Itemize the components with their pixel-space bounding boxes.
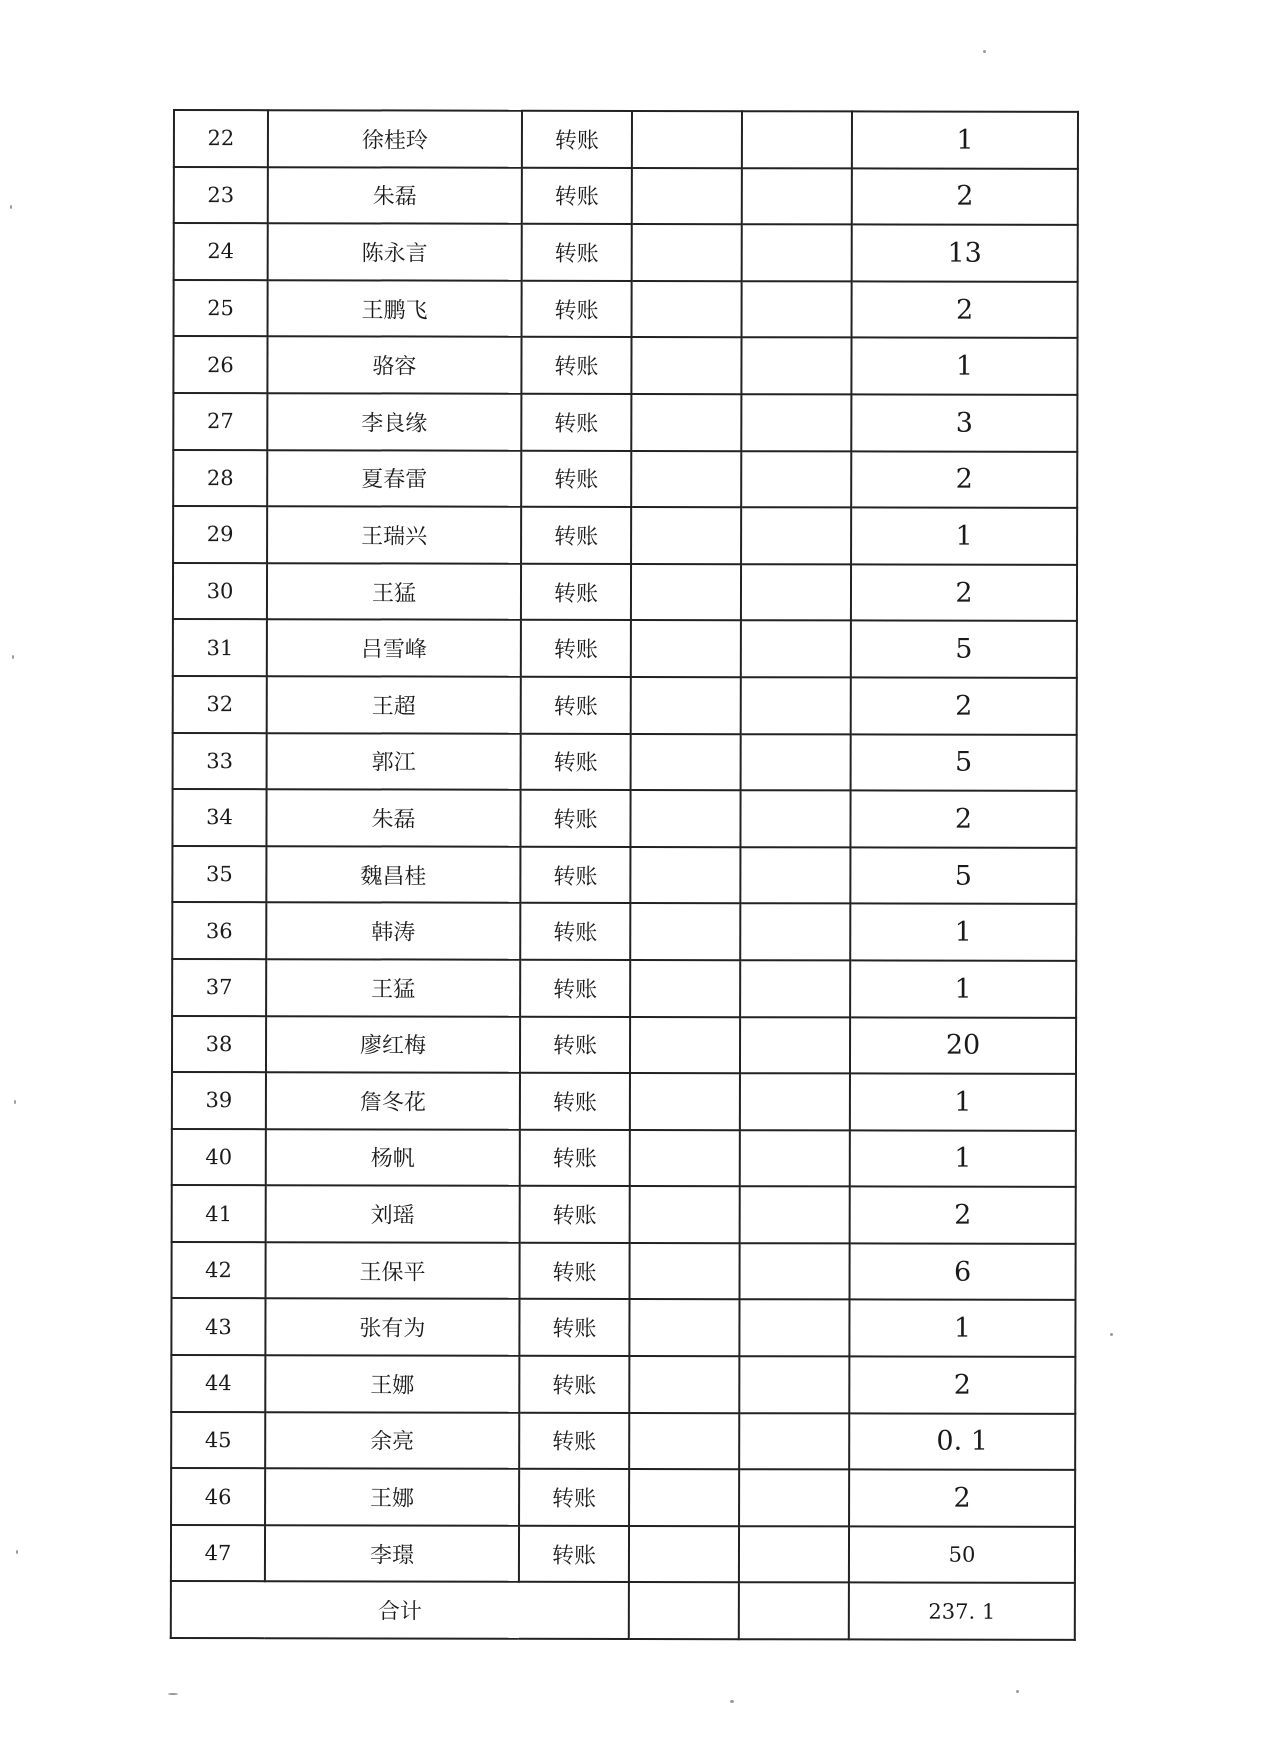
row-number: 40 — [172, 1129, 266, 1186]
payment-method: 转账 — [521, 337, 631, 394]
payment-method: 转账 — [521, 394, 631, 451]
row-number: 22 — [174, 110, 268, 167]
empty-cell-2 — [740, 1243, 850, 1300]
empty-cell-2 — [742, 224, 852, 281]
total-row — [171, 1581, 1075, 1639]
payment-method: 转账 — [520, 1016, 630, 1073]
table-row — [172, 959, 1076, 1017]
empty-cell-1 — [629, 1413, 739, 1470]
amount: 3 — [851, 394, 1077, 451]
row-number: 38 — [172, 1016, 266, 1073]
payment-method: 转账 — [520, 1129, 630, 1186]
row-number: 35 — [172, 846, 266, 903]
empty-cell-2 — [741, 734, 851, 791]
empty-cell-2 — [740, 904, 850, 961]
table-row — [172, 789, 1076, 847]
row-number: 36 — [172, 902, 266, 959]
table-row — [171, 1355, 1075, 1413]
donation-table — [170, 109, 1079, 1641]
donor-name: 詹冬花 — [266, 1072, 520, 1129]
row-number: 47 — [171, 1525, 265, 1582]
payment-method: 转账 — [519, 1526, 629, 1583]
row-number: 25 — [174, 280, 268, 337]
empty-cell-1 — [631, 620, 741, 677]
row-number: 31 — [173, 619, 267, 676]
donor-name: 魏昌桂 — [266, 846, 520, 903]
table-row — [172, 846, 1076, 904]
table-row — [173, 676, 1077, 734]
row-number: 34 — [172, 789, 266, 846]
amount: 1 — [852, 111, 1078, 168]
payment-method: 转账 — [521, 563, 631, 620]
donor-name: 陈永言 — [268, 223, 522, 280]
table-row — [174, 280, 1078, 338]
table-row — [173, 393, 1077, 451]
empty-cell-1 — [632, 281, 742, 338]
row-number: 42 — [172, 1242, 266, 1299]
table-row — [173, 733, 1077, 791]
payment-method: 转账 — [519, 1299, 629, 1356]
donor-name: 余亮 — [265, 1412, 519, 1469]
empty-cell-1 — [631, 677, 741, 734]
amount: 1 — [850, 904, 1076, 961]
empty-cell-1 — [629, 1356, 739, 1413]
empty-cell-1 — [631, 451, 741, 508]
table-row — [173, 619, 1077, 677]
empty-cell-2 — [741, 451, 851, 508]
payment-method: 转账 — [522, 224, 632, 281]
empty-cell-1 — [629, 1526, 739, 1583]
donor-name: 郭江 — [267, 733, 521, 790]
row-number: 28 — [173, 450, 267, 507]
row-number: 27 — [173, 393, 267, 450]
empty-cell-2 — [739, 1356, 849, 1413]
empty-cell-1 — [630, 1243, 740, 1300]
total-amount: 237. 1 — [849, 1583, 1075, 1640]
total-label: 合计 — [171, 1581, 629, 1639]
payment-method: 转账 — [519, 1469, 629, 1526]
amount: 2 — [852, 168, 1078, 225]
table-row — [172, 1185, 1076, 1243]
payment-method: 转账 — [521, 450, 631, 507]
amount: 1 — [850, 1074, 1076, 1131]
payment-method: 转账 — [521, 507, 631, 564]
empty-cell-1 — [632, 224, 742, 281]
empty-cell-2 — [740, 1130, 850, 1187]
donor-name: 李璟 — [265, 1525, 519, 1582]
amount: 5 — [851, 621, 1077, 678]
empty-cell-2 — [739, 1526, 849, 1583]
empty-cell-1 — [630, 1130, 740, 1187]
empty-cell-1 — [630, 847, 740, 904]
empty-cell-1 — [629, 1299, 739, 1356]
table-row — [173, 336, 1077, 394]
payment-method: 转账 — [520, 1073, 630, 1130]
amount: 2 — [851, 451, 1077, 508]
scan-speck — [983, 50, 986, 53]
amount: 5 — [851, 734, 1077, 791]
row-number: 45 — [171, 1412, 265, 1469]
donor-name: 张有为 — [265, 1299, 519, 1356]
empty-cell-1 — [630, 1186, 740, 1243]
payment-method: 转账 — [522, 167, 632, 224]
amount: 5 — [850, 847, 1076, 904]
empty-cell-1 — [630, 1073, 740, 1130]
payment-method: 转账 — [521, 620, 631, 677]
table-row — [173, 506, 1077, 564]
empty-cell-2 — [742, 281, 852, 338]
table-row — [171, 1468, 1075, 1526]
row-number: 33 — [173, 733, 267, 790]
donor-name: 王猛 — [266, 959, 520, 1016]
amount: 2 — [850, 791, 1076, 848]
amount: 2 — [851, 564, 1077, 621]
amount: 0. 1 — [849, 1413, 1075, 1470]
amount: 1 — [849, 1300, 1075, 1357]
table-row — [174, 167, 1078, 225]
donor-name: 吕雪峰 — [267, 620, 521, 677]
empty-cell-2 — [740, 960, 850, 1017]
empty-cell-2 — [741, 621, 851, 678]
table-row — [172, 1242, 1076, 1300]
amount: 2 — [851, 677, 1077, 734]
empty-cell-2 — [741, 677, 851, 734]
document-page — [170, 109, 1069, 1641]
donor-name: 王娜 — [265, 1468, 519, 1525]
empty-cell-1 — [631, 733, 741, 790]
empty-cell-1 — [629, 1469, 739, 1526]
empty-cell-2 — [742, 168, 852, 225]
empty-cell-1 — [630, 790, 740, 847]
total-empty-cell-1 — [629, 1582, 739, 1639]
payment-method: 转账 — [519, 1412, 629, 1469]
table-row — [174, 223, 1078, 281]
empty-cell-2 — [741, 507, 851, 564]
payment-method: 转账 — [520, 790, 630, 847]
donor-name: 夏春雷 — [267, 450, 521, 507]
amount: 50 — [849, 1526, 1075, 1583]
donor-name: 王保平 — [266, 1242, 520, 1299]
scan-speck — [14, 1100, 16, 1104]
table-row — [172, 1072, 1076, 1130]
donor-name: 王娜 — [265, 1355, 519, 1412]
row-number: 44 — [171, 1355, 265, 1412]
payment-method: 转账 — [521, 677, 631, 734]
empty-cell-1 — [630, 1016, 740, 1073]
table-row — [173, 563, 1077, 621]
scan-speck — [10, 205, 12, 209]
donor-name: 徐桂玲 — [268, 110, 522, 167]
donor-name: 刘瑶 — [266, 1185, 520, 1242]
donor-name: 骆容 — [267, 337, 521, 394]
payment-method: 转账 — [522, 281, 632, 338]
table-row — [171, 1298, 1075, 1356]
empty-cell-2 — [742, 111, 852, 168]
empty-cell-1 — [631, 564, 741, 621]
donor-name: 王猛 — [267, 563, 521, 620]
empty-cell-1 — [630, 903, 740, 960]
amount: 20 — [850, 1017, 1076, 1074]
scan-speck — [1016, 1690, 1019, 1693]
empty-cell-2 — [739, 1469, 849, 1526]
amount: 6 — [850, 1243, 1076, 1300]
donor-name: 廖红梅 — [266, 1016, 520, 1073]
amount: 1 — [851, 338, 1077, 395]
amount: 1 — [850, 1130, 1076, 1187]
row-number: 39 — [172, 1072, 266, 1129]
empty-cell-2 — [740, 847, 850, 904]
row-number: 46 — [171, 1468, 265, 1525]
total-empty-cell-2 — [739, 1583, 849, 1640]
row-number: 26 — [173, 336, 267, 393]
empty-cell-2 — [741, 564, 851, 621]
row-number: 30 — [173, 563, 267, 620]
scan-speck — [16, 1550, 18, 1554]
empty-cell-1 — [630, 960, 740, 1017]
empty-cell-1 — [631, 507, 741, 564]
empty-cell-1 — [632, 111, 742, 168]
donor-name: 韩涛 — [266, 903, 520, 960]
empty-cell-2 — [740, 1073, 850, 1130]
payment-method: 转账 — [522, 111, 632, 168]
row-number: 37 — [172, 959, 266, 1016]
empty-cell-1 — [631, 394, 741, 451]
payment-method: 转账 — [520, 960, 630, 1017]
payment-method: 转账 — [520, 846, 630, 903]
amount: 2 — [849, 1470, 1075, 1527]
payment-method: 转账 — [521, 733, 631, 790]
table-row — [172, 1016, 1076, 1074]
table-body — [171, 110, 1078, 1640]
row-number: 23 — [174, 167, 268, 224]
empty-cell-2 — [740, 1186, 850, 1243]
donor-name: 王鹏飞 — [268, 280, 522, 337]
row-number: 41 — [172, 1185, 266, 1242]
scan-speck — [730, 1700, 734, 1703]
donor-name: 朱磊 — [266, 789, 520, 846]
empty-cell-2 — [740, 1017, 850, 1074]
amount: 2 — [849, 1356, 1075, 1413]
donor-name: 王瑞兴 — [267, 506, 521, 563]
empty-cell-2 — [739, 1413, 849, 1470]
payment-method: 转账 — [519, 1356, 629, 1413]
amount: 2 — [852, 281, 1078, 338]
row-number: 29 — [173, 506, 267, 563]
payment-method: 转账 — [520, 903, 630, 960]
empty-cell-2 — [740, 790, 850, 847]
empty-cell-2 — [741, 394, 851, 451]
donor-name: 李良缘 — [267, 393, 521, 450]
table-row — [172, 1129, 1076, 1187]
amount: 1 — [850, 960, 1076, 1017]
donor-name: 杨帆 — [266, 1129, 520, 1186]
table-row — [172, 902, 1076, 960]
scan-speck — [12, 655, 14, 659]
empty-cell-2 — [739, 1300, 849, 1357]
row-number: 32 — [173, 676, 267, 733]
amount: 1 — [851, 508, 1077, 565]
table-row — [171, 1525, 1075, 1583]
amount: 2 — [850, 1187, 1076, 1244]
empty-cell-1 — [631, 337, 741, 394]
row-number: 43 — [171, 1298, 265, 1355]
table-row — [173, 450, 1077, 508]
table-row — [171, 1412, 1075, 1470]
scan-speck — [168, 1693, 178, 1695]
amount: 13 — [852, 225, 1078, 282]
payment-method: 转账 — [520, 1186, 630, 1243]
table-row — [174, 110, 1078, 168]
donor-name: 朱磊 — [268, 167, 522, 224]
empty-cell-2 — [741, 338, 851, 395]
row-number: 24 — [174, 223, 268, 280]
scan-speck — [1110, 1333, 1113, 1336]
empty-cell-1 — [632, 168, 742, 225]
donor-name: 王超 — [267, 676, 521, 733]
payment-method: 转账 — [520, 1243, 630, 1300]
